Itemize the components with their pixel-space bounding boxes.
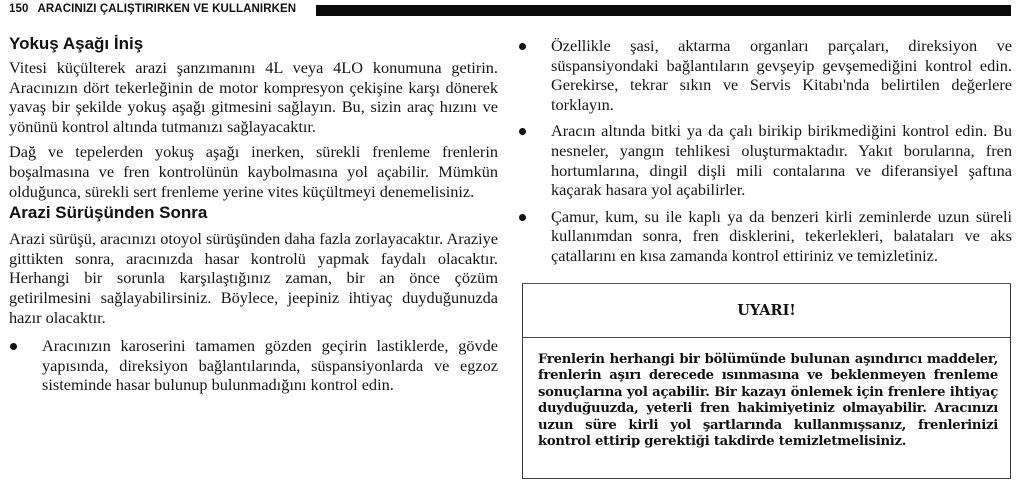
paragraph: Arazi sürüşü, aracınızı otoyol sürüşünden daha fazla zorlayacaktır. Araziye gittikten sonra, aracınızda hasar kontrolü yapmak faydalı olacaktır. Herhangi bir sorunla karşılaştığınız zaman, bir an önce çözüm getirilmesini sağlayabilirsiniz. Böylece, jeepiniz ihtiyaç duyduğunuzda hazır olacaktır.	[9, 229, 498, 327]
list-item	[518, 36, 1012, 114]
right-column	[518, 36, 1012, 273]
warning-text: Frenlerin herhangi bir bölümünde bulunan aşındırıcı maddeler, frenlerin aşırı derecede ısınmasına ve beklenmeyen frenleme sonuçlarına yol açabilir. Bir kazayı önlemek için frenlere ihtiyaç duyduğuuzda, yeterli fren hakimiyetiniz olmayabilir. Aracınızı uzun süre kirli yol şartlarında kullanmışsanız, frenlerinizi kontrol ettirip gerektiği takdirde temizletmelisiniz.	[538, 352, 998, 450]
bullet-icon	[10, 343, 17, 350]
list-item-text: Aracınızın karoserini tamamen gözden geçirin lastiklerde, gövde yapısında, direksiyon bağlantılarında, süspansiyonlarda ve egzoz sisteminde hasar bulunup bulunmadığını kontrol edin.	[42, 336, 498, 395]
warning-title: UYARI!	[523, 284, 1010, 338]
bullet-icon	[519, 43, 526, 50]
list-item	[518, 207, 1012, 266]
section-heading-downhill: Yokuş Aşağı İniş	[9, 34, 144, 53]
bullet-list	[9, 336, 498, 395]
list-item-text: Aracın altında bitki ya da çalı birikip birikmediğini kontrol edin. Bu nesneler, yangın tehlikesi oluşturmaktadır. Yakıt borularına, fren hortumlarına, dingil dişli mili contalarına ve diferansiyel şaftına kaçarak hasara yol açabilirler.	[551, 121, 1012, 200]
list-item	[9, 336, 498, 395]
bullet-icon	[519, 214, 526, 221]
bullet-icon	[519, 128, 526, 135]
running-title: ARACINIZI ÇALIŞTIRIRKEN VE KULLANIRKEN	[37, 3, 297, 15]
list-item-text: Özellikle şasi, aktarma organları parçaları, direksiyon ve süspansiyondaki bağlantıların gevşeyip gevşemediğini kontrol edin. Gerekirse, tekrar sıkın ve Servis Kitabı'nda belirtilen değerlere torklayın.	[551, 36, 1012, 114]
warning-box	[522, 283, 1011, 479]
paragraph: Dağ ve tepelerden yokuş aşağı inerken, sürekli frenleme frenlerin boşalmasına ve fren kontrolünün kaybolmasına yol açabilir. Mümkün olduğunca, sürekli sert frenleme yerine vites küçültmeyi denemelisiniz.	[9, 142, 498, 201]
left-column	[9, 33, 498, 395]
section-heading-after-offroad: Arazi Sürüşünden Sonra	[9, 203, 208, 223]
header-rule-bar	[316, 5, 1011, 16]
bullet-list	[518, 36, 1012, 266]
list-item-text: Çamur, kum, su ile kaplı ya da benzeri kirli zeminlerde uzun süreli kullanımdan sonra, fren disklerini, tekerlekleri, balataları ve aks çatallarını en kısa zamanda kontrol ettiriniz ve temizletiniz.	[551, 206, 1012, 265]
list-item	[518, 121, 1012, 199]
page-number: 150	[9, 3, 29, 15]
paragraph: Vitesi küçülterek arazi şanzımanını 4L veya 4LO konumuna getirin. Aracınızın dört tekerleğinin de motor kompresyon çekişine karşı dönerek yavaş bir şekilde yokuş aşağı gitmesini sağlayın. Bu, sizin araç hızını ve yönünü kontrol altında tutmanızı sağlayacaktır.	[9, 58, 498, 136]
page-header	[9, 3, 296, 15]
